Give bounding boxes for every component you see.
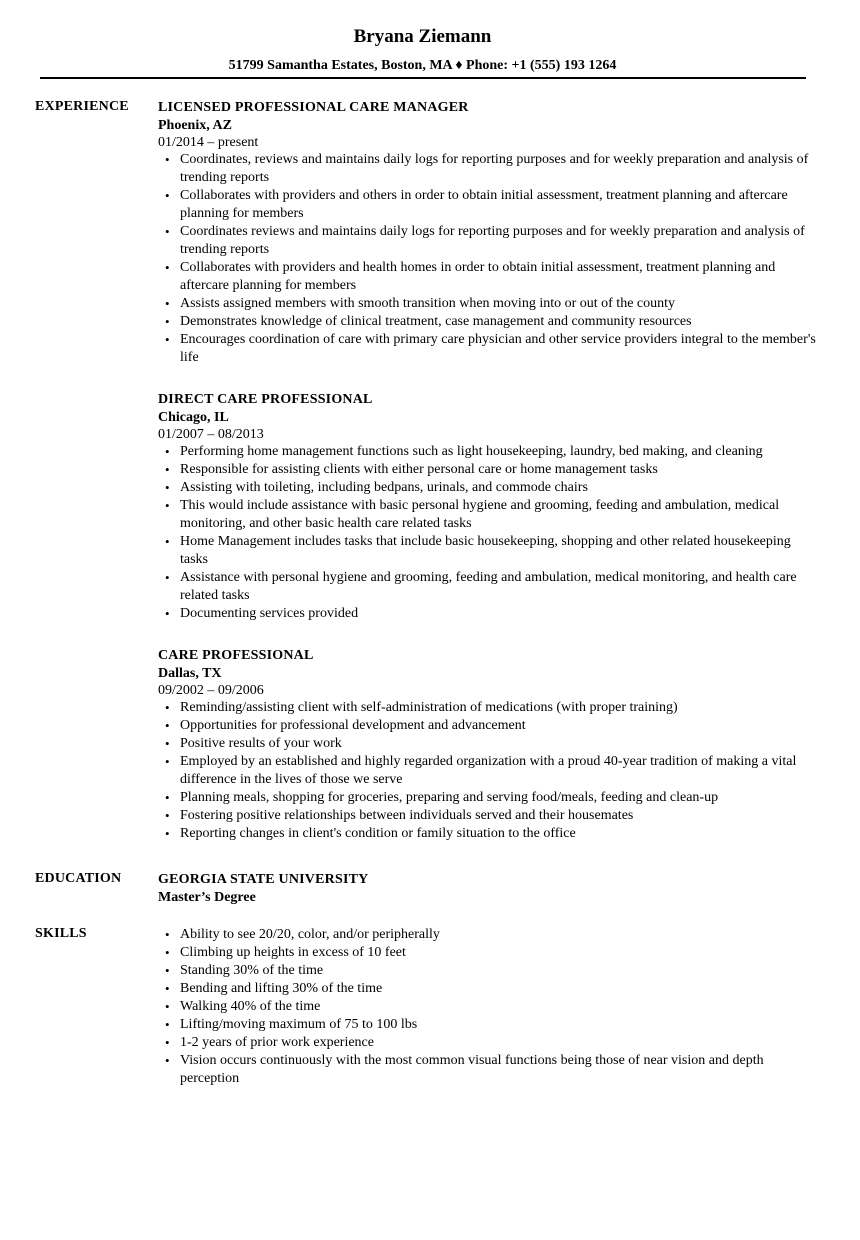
job-dates: 01/2007 – 08/2013 [158,427,264,442]
job-dates: 09/2002 – 09/2006 [158,683,264,698]
job-entry [158,391,818,623]
job-dates: 01/2014 – present [158,135,259,150]
job-entry [158,99,818,367]
bullet-item: • Responsible for assisting clients with either personal care or home management tasks [180,461,818,479]
bullet-item: • Demonstrates knowledge of clinical treatment, case management and community resources [180,313,818,331]
skill-item: • Walking 40% of the time [180,998,818,1016]
skill-item: • Standing 30% of the time [180,962,818,980]
section-label-skills: SKILLS [35,926,87,941]
skill-item: • 1-2 years of prior work experience [180,1034,818,1052]
degree: Master’s Degree [158,890,256,905]
school-name: GEORGIA STATE UNIVERSITY [158,872,369,887]
skill-item: • Climbing up heights in excess of 10 feet [180,944,818,962]
job-title: LICENSED PROFESSIONAL CARE MANAGER [158,100,469,115]
bullet-item: • Coordinates, reviews and maintains daily logs for reporting purposes and for weekly preparation and analysis of trending reports [180,151,818,187]
job-bullets [158,699,818,843]
bullet-item: • Assists assigned members with smooth transition when moving into or out of the county [180,295,818,313]
bullet-item: • Opportunities for professional development and advancement [180,717,818,735]
section-label-experience: EXPERIENCE [35,99,129,114]
bullet-item: • Performing home management functions such as light housekeeping, laundry, bed making, and cleaning [180,443,818,461]
header-divider [40,77,806,79]
skills-list [158,926,818,1088]
job-title: CARE PROFESSIONAL [158,648,314,663]
skill-item: • Ability to see 20/20, color, and/or peripherally [180,926,818,944]
section-label-education: EDUCATION [35,871,122,886]
bullet-item: • Fostering positive relationships between individuals served and their housemates [180,807,818,825]
bullet-item: • Home Management includes tasks that include basic housekeeping, shopping and other related housekeeping tasks [180,533,818,569]
experience-list [158,99,818,867]
skill-bullets [158,926,818,1088]
contact-line: 51799 Samantha Estates, Boston, MA ♦ Phone: +1 (555) 193 1264 [228,58,617,73]
bullet-item: • Documenting services provided [180,605,818,623]
bullet-item: • Collaborates with providers and others in order to obtain initial assessment, treatment planning and aftercare planning for members [180,187,818,223]
bullet-item: • Assistance with personal hygiene and grooming, feeding and ambulation, medical monitoring, and health care related tasks [180,569,818,605]
job-location: Phoenix, AZ [158,118,232,133]
candidate-name: Bryana Ziemann [353,26,492,47]
bullet-item: • Reporting changes in client's condition or family situation to the office [180,825,818,843]
bullet-item: • Encourages coordination of care with primary care physician and other service providers integral to the member's life [180,331,818,367]
job-entry [158,647,818,843]
bullet-item: • Coordinates reviews and maintains daily logs for reporting purposes and for weekly preparation and analysis of trending reports [180,223,818,259]
bullet-item: • Reminding/assisting client with self-administration of medications (with proper training) [180,699,818,717]
skill-item: • Lifting/moving maximum of 75 to 100 lbs [180,1016,818,1034]
bullet-item: • This would include assistance with basic personal hygiene and grooming, feeding and ambulation, medical monitoring, and other basic health care related tasks [180,497,818,533]
job-location: Dallas, TX [158,666,222,681]
bullet-item: • Assisting with toileting, including bedpans, urinals, and commode chairs [180,479,818,497]
education-entry [158,871,818,906]
bullet-item: • Positive results of your work [180,735,818,753]
bullet-item: • Planning meals, shopping for groceries, preparing and serving food/meals, feeding and clean-up [180,789,818,807]
bullet-item: • Collaborates with providers and health homes in order to obtain initial assessment, treatment planning and aftercare planning for members [180,259,818,295]
skill-item: • Bending and lifting 30% of the time [180,980,818,998]
job-title: DIRECT CARE PROFESSIONAL [158,392,373,407]
bullet-item: • Employed by an established and highly regarded organization with a proud 40-year tradition of making a vital difference in the lives of those we serve [180,753,818,789]
skill-item: • Vision occurs continuously with the most common visual functions being those of near vision and depth perception [180,1052,818,1088]
resume-header [0,26,845,74]
job-bullets [158,443,818,623]
job-bullets [158,151,818,367]
job-location: Chicago, IL [158,410,229,425]
